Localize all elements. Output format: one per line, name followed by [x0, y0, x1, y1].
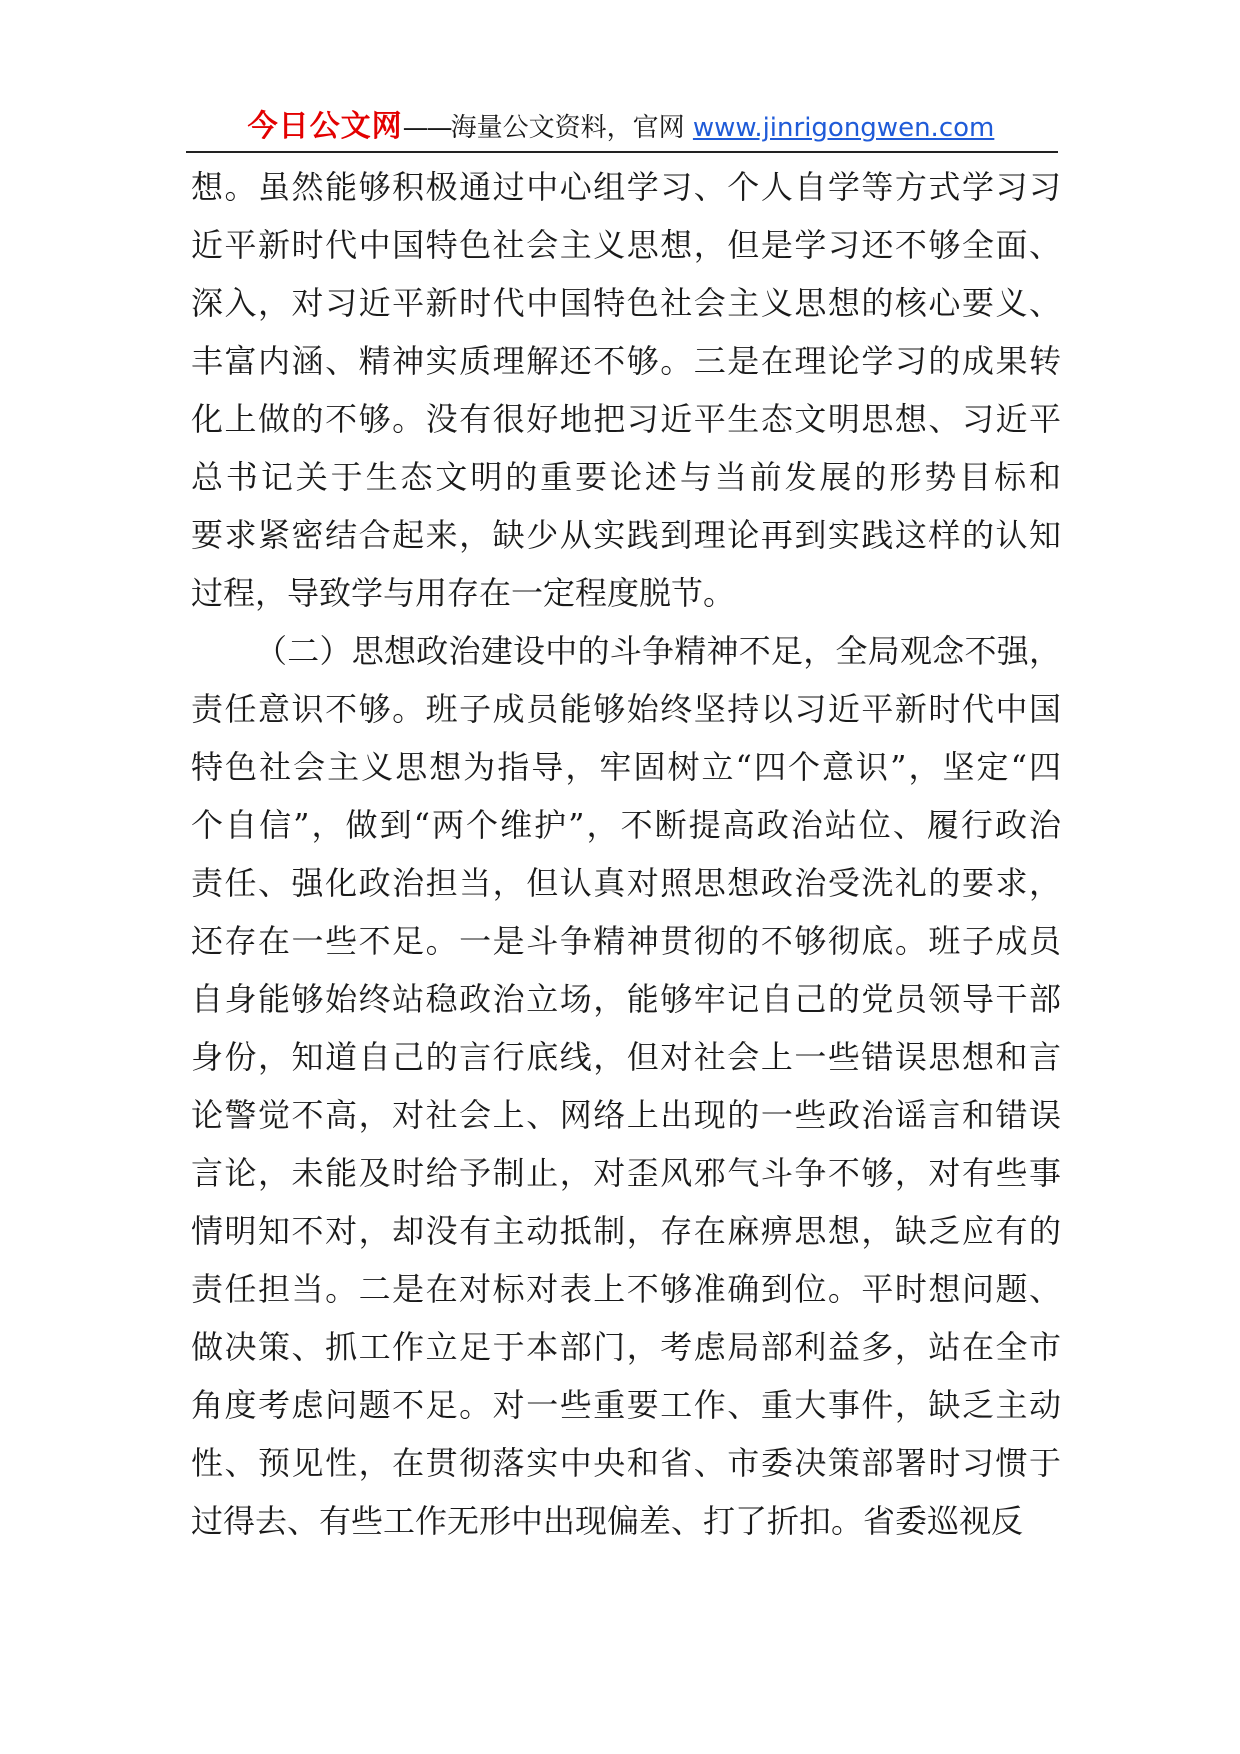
- paragraph-1-line: 过程，导致学与用存在一定程度脱节。: [191, 574, 736, 612]
- paragraph-2-line: 做决策、抓工作立足于本部门，考虑局部利益多，站在全市: [191, 1328, 1061, 1366]
- paragraph-2-line: 角度考虑问题不足。对一些重要工作、重大事件，缺乏主动: [191, 1386, 1061, 1424]
- paragraph-2-line: 个自信”，做到“两个维护”，不断提高政治站位、履行政治: [191, 806, 1061, 844]
- paragraph-2-line: 身份，知道自己的言行底线，但对社会上一些错误思想和言: [191, 1038, 1061, 1076]
- brand-name: 今日公文网: [247, 109, 403, 144]
- header-tagline: 海量公文资料，官网: [450, 113, 693, 143]
- paragraph-2-line: 还存在一些不足。一是斗争精神贯彻的不够彻底。班子成员: [191, 922, 1061, 960]
- paragraph-2-line: 责任、强化政治担当，但认真对照思想政治受洗礼的要求，: [191, 864, 1061, 902]
- paragraph-1-line: 总书记关于生态文明的重要论述与当前发展的形势目标和: [191, 458, 1061, 496]
- paragraph-1-line: 想。虽然能够积极通过中心组学习、个人自学等方式学习习: [191, 168, 1061, 206]
- paragraph-2-line: 责任意识不够。班子成员能够始终坚持以习近平新时代中国: [191, 690, 1061, 728]
- paragraph-1-line: 近平新时代中国特色社会主义思想，但是学习还不够全面、: [191, 226, 1061, 264]
- header-divider: [186, 151, 1058, 153]
- paragraph-1-line: 化上做的不够。没有很好地把习近平生态文明思想、习近平: [191, 400, 1061, 438]
- paragraph-1-line: 要求紧密结合起来，缺少从实践到理论再到实践这样的认知: [191, 516, 1061, 554]
- page-header: [186, 104, 1056, 150]
- header-dash: ——: [402, 113, 451, 143]
- paragraph-2-line: 论警觉不高，对社会上、网络上出现的一些政治谣言和错误: [191, 1096, 1061, 1134]
- paragraph-2-line: （二）思想政治建设中的斗争精神不足，全局观念不强，: [255, 632, 1061, 670]
- website-link[interactable]: www.jinrigongwen.com: [692, 113, 995, 143]
- paragraph-1-line: 丰富内涵、精神实质理解还不够。三是在理论学习的成果转: [191, 342, 1061, 380]
- paragraph-1-line: 深入，对习近平新时代中国特色社会主义思想的核心要义、: [191, 284, 1061, 322]
- paragraph-2-line: 情明知不对，却没有主动抵制，存在麻痹思想，缺乏应有的: [191, 1212, 1061, 1250]
- paragraph-2-line: 过得去、有些工作无形中出现偏差、打了折扣。省委巡视反: [191, 1502, 1024, 1540]
- paragraph-2-line: 特色社会主义思想为指导，牢固树立“四个意识”，坚定“四: [191, 748, 1061, 786]
- paragraph-2-line: 言论，未能及时给予制止，对歪风邪气斗争不够，对有些事: [191, 1154, 1061, 1192]
- paragraph-2-line: 自身能够始终站稳政治立场，能够牢记自己的党员领导干部: [191, 980, 1061, 1018]
- paragraph-2-line: 责任担当。二是在对标对表上不够准确到位。平时想问题、: [191, 1270, 1061, 1308]
- document-body: [191, 158, 1061, 1550]
- paragraph-2-line: 性、预见性，在贯彻落实中央和省、市委决策部署时习惯于: [191, 1444, 1061, 1482]
